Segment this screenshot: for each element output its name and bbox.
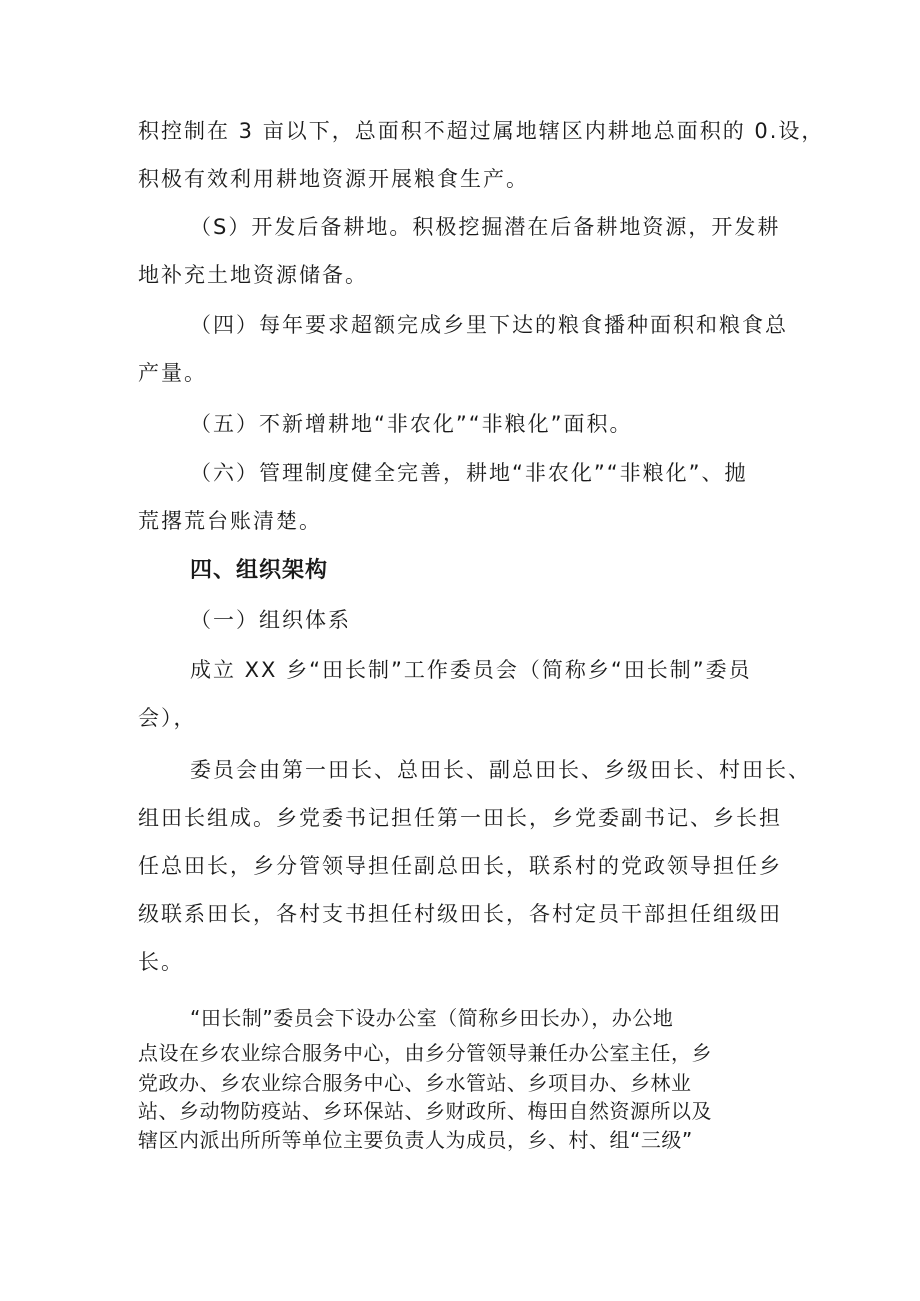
text-line-17: 级联系田长，各村支书担任村级田长，各村定员干部担任组级田 (138, 902, 782, 926)
text-line-9: 荒撂荒台账清楚。 (138, 509, 322, 533)
text-line-4: 地补充土地资源储备。 (138, 263, 368, 287)
text-line-14: 委员会由第一田长、总田长、副总田长、乡级田长、村田长、 (190, 758, 811, 782)
text-line-19: “田长制”委员会下设办公室（简称乡田长办），办公地 (190, 1006, 674, 1030)
text-line-13: 会）， (138, 706, 197, 730)
text-line-8: （六）管理制度健全完善，耕地“非农化”“非粮化”、抛 (190, 461, 748, 485)
text-line-3: （S）开发后备耕地。积极挖掘潜在后备耕地资源，开发耕 (190, 215, 781, 239)
text-line-16: 任总田长，乡分管领导担任副总田长，联系村的党政领导担任乡 (138, 854, 782, 878)
subsection-heading: （一）组织体系 (190, 608, 351, 632)
text-line-23: 辖区内派出所所等单位主要负责人为成员，乡、村、组“三级” (138, 1128, 693, 1152)
text-line-22: 站、乡动物防疫站、乡环保站、乡财政所、梅田自然资源所以及 (138, 1099, 712, 1123)
text-line-1: 积控制在 3 亩以下，总面积不超过属地辖区内耕地总面积的 0.设， (138, 119, 825, 143)
text-line-5: （四）每年要求超额完成乡里下达的粮食播种面积和粮食总 (190, 313, 788, 337)
text-line-20: 点设在乡农业综合服务中心，由乡分管领导兼任办公室主任，乡 (138, 1041, 712, 1065)
text-line-2: 积极有效利用耕地资源开展粮食生产。 (138, 167, 529, 191)
text-line-21: 党政办、乡农业综合服务中心、乡水管站、乡项目办、乡林业 (138, 1071, 692, 1095)
text-line-15: 组田长组成。乡党委书记担任第一田长，乡党委副书记、乡长担 (138, 806, 782, 830)
text-line-18: 长。 (138, 950, 184, 974)
text-line-7: （五）不新增耕地“非农化”“非粮化”面积。 (190, 412, 633, 436)
section-heading: 四、组织架构 (190, 558, 329, 583)
text-line-6: 产量。 (138, 361, 207, 385)
text-line-12: 成立 XX 乡“田长制”工作委员会（简称乡“田长制”委员 (190, 658, 752, 682)
